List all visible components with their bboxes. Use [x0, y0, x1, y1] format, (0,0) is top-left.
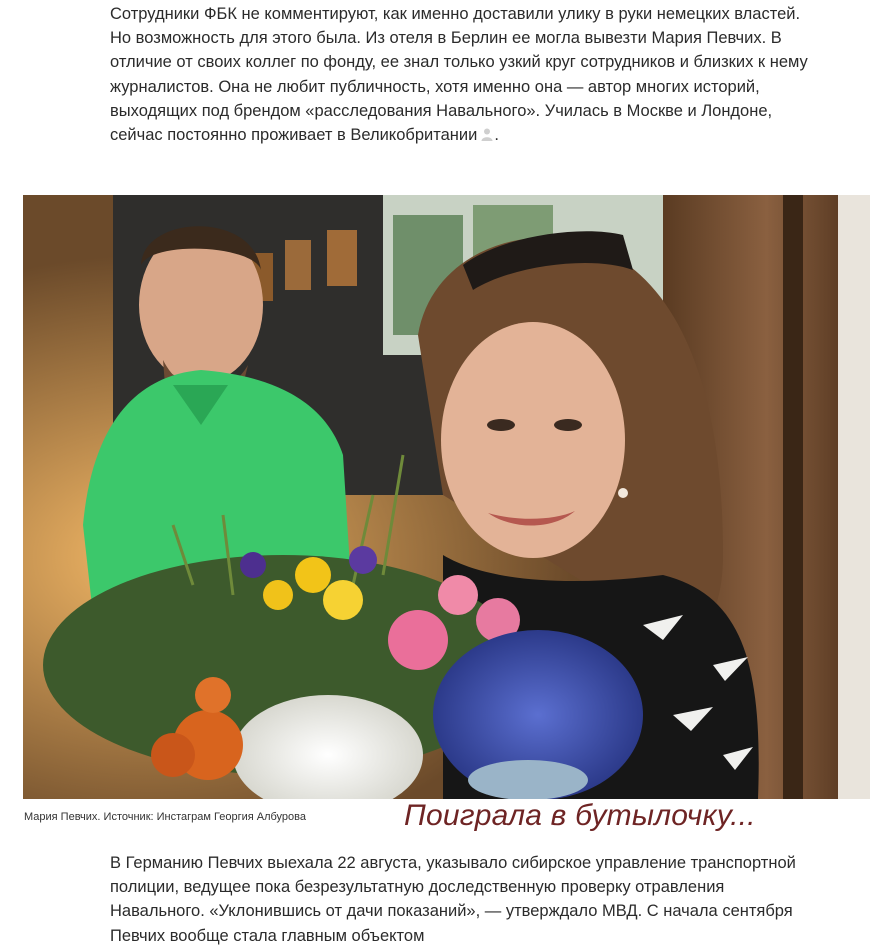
article-paragraph-2: В Германию Певчих выехала 22 августа, указывало сибирское управление транспортной полиции, ведущее пока безрезультатную доследственную проверку отравления Навального. «Уклонившись от дачи показаний», — утверждало МВД. С начала сентября Певчих вообще стала главным объектом	[110, 854, 796, 945]
article-paragraph-1-text: Сотрудники ФБК не комментируют, как именно доставили улику в руки немецких властей. Но возможность для этого была. Из отеля в Берлин ее могла вывезти Мария Певчих. В отличие от своих коллег по фонду, ее знал только узкий круг сотрудников и близких к нему журналистов. Она не любит публичность, хотя именно она — автор многих историй, выходящих под брендом «расследования Навального». Училась в Москве и Лондоне, сейчас постоянно проживает в Великобритании	[110, 5, 808, 145]
article-paragraph-1-end: .	[494, 126, 499, 145]
article-paragraph-1	[110, 2, 810, 147]
photo-overlay-text: Поиграла в бутылочку...	[404, 799, 756, 832]
article-photo	[23, 195, 870, 799]
photo-caption: Мария Певчих. Источник: Инстаграм Георгия Албурова	[24, 811, 306, 823]
photo-illustration	[23, 195, 870, 799]
user-icon	[480, 127, 494, 141]
